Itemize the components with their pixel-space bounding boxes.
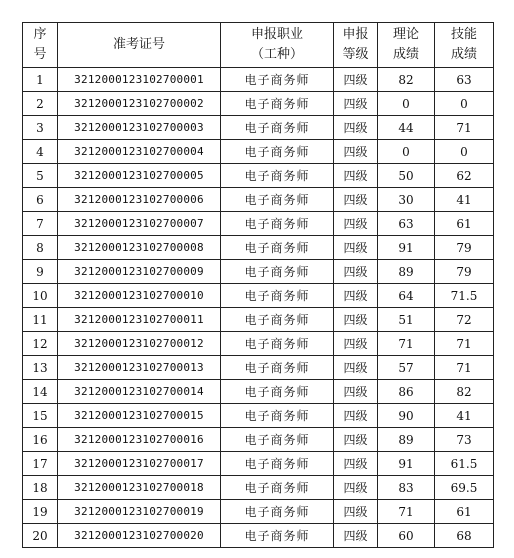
cell-theory: 89 bbox=[378, 260, 435, 284]
cell-index: 4 bbox=[23, 140, 58, 164]
header-index bbox=[23, 23, 58, 68]
table-row bbox=[23, 380, 494, 404]
cell-ticket: 3212000123102700018 bbox=[58, 476, 221, 500]
cell-ticket: 3212000123102700017 bbox=[58, 452, 221, 476]
cell-job: 电子商务师 bbox=[221, 500, 334, 524]
table-row bbox=[23, 68, 494, 92]
cell-index: 19 bbox=[23, 500, 58, 524]
cell-ticket: 3212000123102700009 bbox=[58, 260, 221, 284]
cell-ticket: 3212000123102700020 bbox=[58, 524, 221, 548]
cell-level: 四级 bbox=[334, 452, 378, 476]
header-skill bbox=[435, 23, 494, 68]
cell-ticket: 3212000123102700007 bbox=[58, 212, 221, 236]
table-row bbox=[23, 524, 494, 548]
cell-theory: 57 bbox=[378, 356, 435, 380]
cell-theory: 50 bbox=[378, 164, 435, 188]
cell-skill: 0 bbox=[435, 92, 494, 116]
cell-level: 四级 bbox=[334, 524, 378, 548]
cell-index: 15 bbox=[23, 404, 58, 428]
cell-level: 四级 bbox=[334, 404, 378, 428]
table-row bbox=[23, 236, 494, 260]
cell-job: 电子商务师 bbox=[221, 212, 334, 236]
table-row bbox=[23, 92, 494, 116]
header-level bbox=[334, 23, 378, 68]
cell-theory: 90 bbox=[378, 404, 435, 428]
cell-job: 电子商务师 bbox=[221, 116, 334, 140]
cell-skill: 73 bbox=[435, 428, 494, 452]
table-row bbox=[23, 260, 494, 284]
cell-job: 电子商务师 bbox=[221, 284, 334, 308]
header-skill-line-1: 技能 bbox=[450, 27, 477, 42]
cell-level: 四级 bbox=[334, 260, 378, 284]
cell-ticket: 3212000123102700001 bbox=[58, 68, 221, 92]
table-row bbox=[23, 188, 494, 212]
cell-ticket: 3212000123102700008 bbox=[58, 236, 221, 260]
cell-index: 10 bbox=[23, 284, 58, 308]
cell-index: 11 bbox=[23, 308, 58, 332]
cell-job: 电子商务师 bbox=[221, 428, 334, 452]
header-theory-line-2: 成绩 bbox=[392, 47, 419, 62]
cell-level: 四级 bbox=[334, 284, 378, 308]
cell-theory: 83 bbox=[378, 476, 435, 500]
cell-level: 四级 bbox=[334, 164, 378, 188]
table-row bbox=[23, 332, 494, 356]
header-index-line-1: 序 bbox=[33, 27, 47, 42]
cell-level: 四级 bbox=[334, 308, 378, 332]
cell-skill: 41 bbox=[435, 404, 494, 428]
score-table bbox=[22, 22, 494, 548]
header-skill-line-2: 成绩 bbox=[450, 47, 477, 62]
table-row bbox=[23, 116, 494, 140]
cell-ticket: 3212000123102700014 bbox=[58, 380, 221, 404]
cell-index: 5 bbox=[23, 164, 58, 188]
cell-index: 8 bbox=[23, 236, 58, 260]
cell-skill: 69.5 bbox=[435, 476, 494, 500]
cell-skill: 0 bbox=[435, 140, 494, 164]
cell-theory: 82 bbox=[378, 68, 435, 92]
cell-index: 17 bbox=[23, 452, 58, 476]
header-job-line-1: 申报职业 bbox=[250, 27, 303, 42]
cell-theory: 71 bbox=[378, 332, 435, 356]
cell-index: 20 bbox=[23, 524, 58, 548]
cell-job: 电子商务师 bbox=[221, 332, 334, 356]
cell-level: 四级 bbox=[334, 140, 378, 164]
cell-skill: 62 bbox=[435, 164, 494, 188]
cell-level: 四级 bbox=[334, 236, 378, 260]
cell-theory: 60 bbox=[378, 524, 435, 548]
header-ticket bbox=[58, 23, 221, 68]
cell-skill: 79 bbox=[435, 236, 494, 260]
cell-index: 18 bbox=[23, 476, 58, 500]
cell-job: 电子商务师 bbox=[221, 236, 334, 260]
table-row bbox=[23, 308, 494, 332]
cell-job: 电子商务师 bbox=[221, 92, 334, 116]
table-row bbox=[23, 404, 494, 428]
cell-level: 四级 bbox=[334, 500, 378, 524]
cell-theory: 64 bbox=[378, 284, 435, 308]
header-level-line-2: 等级 bbox=[342, 47, 369, 62]
cell-job: 电子商务师 bbox=[221, 524, 334, 548]
cell-job: 电子商务师 bbox=[221, 404, 334, 428]
cell-level: 四级 bbox=[334, 212, 378, 236]
table-row bbox=[23, 428, 494, 452]
cell-index: 14 bbox=[23, 380, 58, 404]
cell-ticket: 3212000123102700002 bbox=[58, 92, 221, 116]
cell-index: 16 bbox=[23, 428, 58, 452]
cell-index: 9 bbox=[23, 260, 58, 284]
table-row bbox=[23, 140, 494, 164]
cell-skill: 63 bbox=[435, 68, 494, 92]
cell-ticket: 3212000123102700010 bbox=[58, 284, 221, 308]
cell-job: 电子商务师 bbox=[221, 308, 334, 332]
cell-theory: 89 bbox=[378, 428, 435, 452]
table-row bbox=[23, 284, 494, 308]
cell-ticket: 3212000123102700004 bbox=[58, 140, 221, 164]
cell-level: 四级 bbox=[334, 476, 378, 500]
cell-index: 2 bbox=[23, 92, 58, 116]
table-row bbox=[23, 452, 494, 476]
cell-index: 3 bbox=[23, 116, 58, 140]
table-header bbox=[23, 23, 494, 68]
cell-level: 四级 bbox=[334, 188, 378, 212]
cell-ticket: 3212000123102700012 bbox=[58, 332, 221, 356]
cell-job: 电子商务师 bbox=[221, 476, 334, 500]
table-body bbox=[23, 68, 494, 548]
cell-skill: 68 bbox=[435, 524, 494, 548]
cell-theory: 91 bbox=[378, 452, 435, 476]
header-row bbox=[23, 23, 494, 68]
cell-ticket: 3212000123102700016 bbox=[58, 428, 221, 452]
cell-skill: 61 bbox=[435, 500, 494, 524]
header-theory-line-1: 理论 bbox=[392, 27, 419, 42]
table-row bbox=[23, 164, 494, 188]
cell-ticket: 3212000123102700013 bbox=[58, 356, 221, 380]
cell-skill: 71 bbox=[435, 356, 494, 380]
header-theory bbox=[378, 23, 435, 68]
cell-theory: 91 bbox=[378, 236, 435, 260]
table-row bbox=[23, 476, 494, 500]
header-index-line-2: 号 bbox=[33, 47, 47, 62]
cell-job: 电子商务师 bbox=[221, 68, 334, 92]
cell-level: 四级 bbox=[334, 116, 378, 140]
cell-skill: 71 bbox=[435, 116, 494, 140]
cell-index: 1 bbox=[23, 68, 58, 92]
cell-job: 电子商务师 bbox=[221, 356, 334, 380]
cell-theory: 63 bbox=[378, 212, 435, 236]
header-level-line-1: 申报 bbox=[342, 27, 369, 42]
cell-index: 6 bbox=[23, 188, 58, 212]
table-row bbox=[23, 356, 494, 380]
cell-level: 四级 bbox=[334, 332, 378, 356]
cell-level: 四级 bbox=[334, 428, 378, 452]
cell-ticket: 3212000123102700019 bbox=[58, 500, 221, 524]
cell-theory: 51 bbox=[378, 308, 435, 332]
cell-skill: 79 bbox=[435, 260, 494, 284]
cell-ticket: 3212000123102700005 bbox=[58, 164, 221, 188]
cell-job: 电子商务师 bbox=[221, 164, 334, 188]
cell-theory: 86 bbox=[378, 380, 435, 404]
cell-theory: 71 bbox=[378, 500, 435, 524]
table-row bbox=[23, 500, 494, 524]
cell-skill: 72 bbox=[435, 308, 494, 332]
header-job-line-2: （工种） bbox=[250, 47, 303, 62]
cell-skill: 61.5 bbox=[435, 452, 494, 476]
cell-theory: 44 bbox=[378, 116, 435, 140]
cell-ticket: 3212000123102700015 bbox=[58, 404, 221, 428]
table-row bbox=[23, 212, 494, 236]
cell-level: 四级 bbox=[334, 356, 378, 380]
cell-level: 四级 bbox=[334, 380, 378, 404]
cell-job: 电子商务师 bbox=[221, 140, 334, 164]
cell-job: 电子商务师 bbox=[221, 452, 334, 476]
cell-ticket: 3212000123102700011 bbox=[58, 308, 221, 332]
cell-index: 13 bbox=[23, 356, 58, 380]
cell-index: 12 bbox=[23, 332, 58, 356]
cell-skill: 71.5 bbox=[435, 284, 494, 308]
cell-level: 四级 bbox=[334, 68, 378, 92]
cell-theory: 30 bbox=[378, 188, 435, 212]
cell-skill: 61 bbox=[435, 212, 494, 236]
header-ticket-label: 准考证号 bbox=[112, 37, 165, 52]
header-job bbox=[221, 23, 334, 68]
cell-skill: 41 bbox=[435, 188, 494, 212]
cell-theory: 0 bbox=[378, 140, 435, 164]
cell-index: 7 bbox=[23, 212, 58, 236]
cell-skill: 71 bbox=[435, 332, 494, 356]
cell-job: 电子商务师 bbox=[221, 380, 334, 404]
cell-job: 电子商务师 bbox=[221, 260, 334, 284]
cell-theory: 0 bbox=[378, 92, 435, 116]
cell-job: 电子商务师 bbox=[221, 188, 334, 212]
cell-ticket: 3212000123102700003 bbox=[58, 116, 221, 140]
cell-level: 四级 bbox=[334, 92, 378, 116]
cell-ticket: 3212000123102700006 bbox=[58, 188, 221, 212]
cell-skill: 82 bbox=[435, 380, 494, 404]
